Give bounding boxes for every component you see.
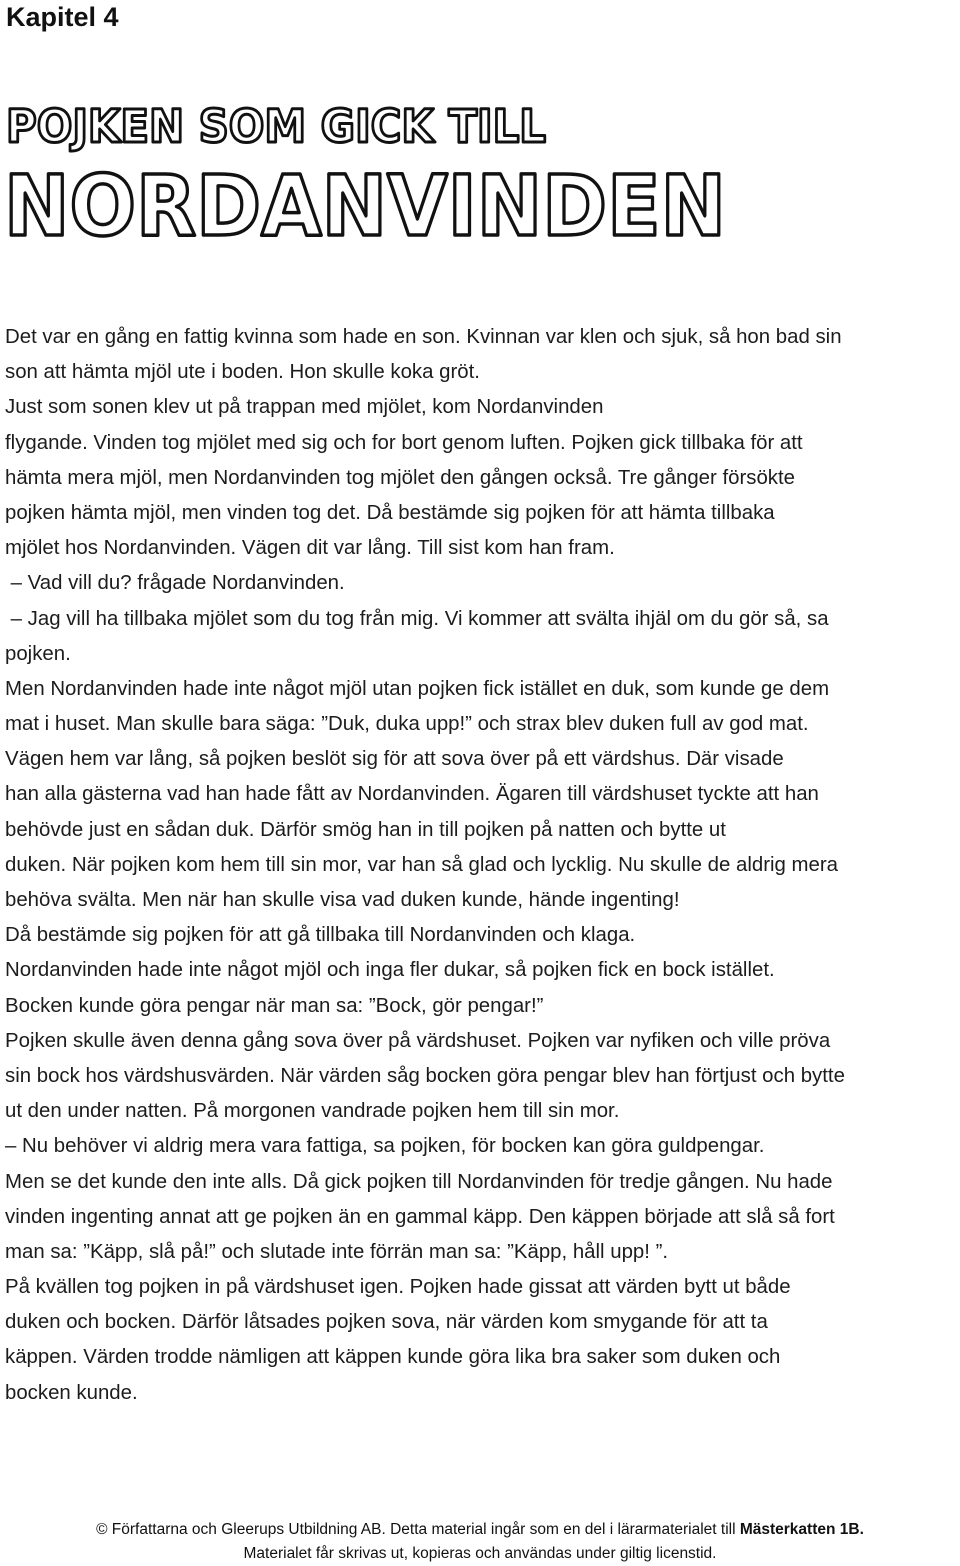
story-line: han alla gästerna vad han hade fått av Nordanvinden. Ägaren till värdshuset tyckte att han	[5, 783, 819, 806]
story-line: hämta mera mjöl, men Nordanvinden tog mjölet den gången också. Tre gånger försökte	[5, 466, 796, 489]
footer-period: .	[859, 1521, 864, 1538]
story-line: – Vad vill du? frågade Nordanvinden.	[5, 572, 345, 595]
story-line: mat i huset. Man skulle bara säga: ”Duk, duka upp!” och strax blev duken full av god mat.	[5, 713, 809, 736]
story-line: duken och bocken. Därför låtsades pojken sova, när värden kom smygande för att ta	[5, 1311, 768, 1334]
story-line: bocken kunde.	[5, 1381, 138, 1404]
story-line: Pojken skulle även denna gång sova över på värdshuset. Pojken var nyfiken och ville pröva	[5, 1029, 831, 1052]
copyright-footer	[0, 1518, 960, 1566]
story-line: Just som sonen klev ut på trappan med mjölet, kom Nordanvinden	[5, 396, 604, 419]
story-line: Det var en gång en fattig kvinna som hade en son. Kvinnan var klen och sjuk, så hon bad sin	[5, 326, 842, 348]
footer-line-1	[0, 1518, 960, 1542]
story-text	[5, 320, 955, 1411]
story-line: flygande. Vinden tog mjölet med sig och for bort genom luften. Pojken gick tillbaka för att	[5, 431, 803, 454]
story-line: sin bock hos värdshusvärden. När värden såg bocken göra pengar blev han förtjust och bytte	[5, 1064, 845, 1087]
story-line: vinden ingenting annat att ge pojken än en gammal käpp. Den käppen började att slå så fort	[5, 1205, 835, 1228]
story-line: man sa: ”Käpp, slå på!” och slutade inte förrän man sa: ”Käpp, håll upp! ”.	[5, 1240, 669, 1263]
story-line: Bocken kunde göra pengar när man sa: ”Bock, gör pengar!”	[5, 994, 544, 1017]
story-line: Vägen hem var lång, så pojken beslöt sig för att sova över på ett värdshus. Där visade	[5, 748, 784, 771]
story-line: Men Nordanvinden hade inte något mjöl utan pojken fick istället en duk, som kunde ge dem	[5, 677, 830, 700]
story-line: pojken.	[5, 642, 71, 665]
story-line: – Nu behöver vi aldrig mera vara fattiga, sa pojken, för bocken kan göra guldpengar.	[5, 1135, 765, 1158]
story-line: Då bestämde sig pojken för att gå tillbaka till Nordanvinden och klaga.	[5, 924, 636, 947]
story-line: Men se det kunde den inte alls. Då gick pojken till Nordanvinden för tredje gången. Nu hade	[5, 1170, 833, 1193]
story-line: På kvällen tog pojken in på värdshuset igen. Pojken hade gissat att värden bytt ut både	[5, 1276, 791, 1299]
title-artwork	[0, 90, 740, 250]
story-line: – Jag vill ha tillbaka mjölet som du tog från mig. Vi kommer att svälta ihjäl om du gör så, sa	[5, 607, 829, 630]
title-line-1: POJKEN SOM GICK TILL	[6, 100, 546, 153]
story-line: duken. När pojken kom hem till sin mor, var han så glad och lycklig. Nu skulle de aldrig mera	[5, 853, 838, 876]
chapter-heading: Kapitel 4	[6, 2, 119, 32]
footer-text: © Författarna och Gleerups Utbildning AB. Detta material ingår som en del i lärarmaterialet till	[96, 1521, 740, 1538]
story-line: behöva svälta. Men när han skulle visa vad duken kunde, hände ingenting!	[5, 889, 680, 911]
story-line: käppen. Värden trodde nämligen att käppen kunde göra lika bra saker som duken och	[5, 1346, 781, 1369]
story-line: mjölet hos Nordanvinden. Vägen dit var lång. Till sist kom han fram.	[5, 537, 615, 560]
story-line: son att hämta mjöl ute i boden. Hon skulle koka gröt.	[5, 361, 480, 384]
footer-line-2: Materialet får skrivas ut, kopieras och användas under giltig licenstid.	[243, 1545, 717, 1562]
title-line-2: NORDANVINDEN	[4, 157, 726, 250]
book-title: Mästerkatten 1B	[739, 1521, 860, 1538]
story-line: behövde just en sådan duk. Därför smög han in till pojken på natten och bytte ut	[5, 818, 726, 841]
story-line: Nordanvinden hade inte något mjöl och inga fler dukar, så pojken fick en bock istället.	[5, 959, 775, 982]
story-line: ut den under natten. På morgonen vandrade pojken hem till sin mor.	[5, 1100, 620, 1123]
story-line: pojken hämta mjöl, men vinden tog det. Då bestämde sig pojken för att hämta tillbaka	[5, 501, 775, 524]
